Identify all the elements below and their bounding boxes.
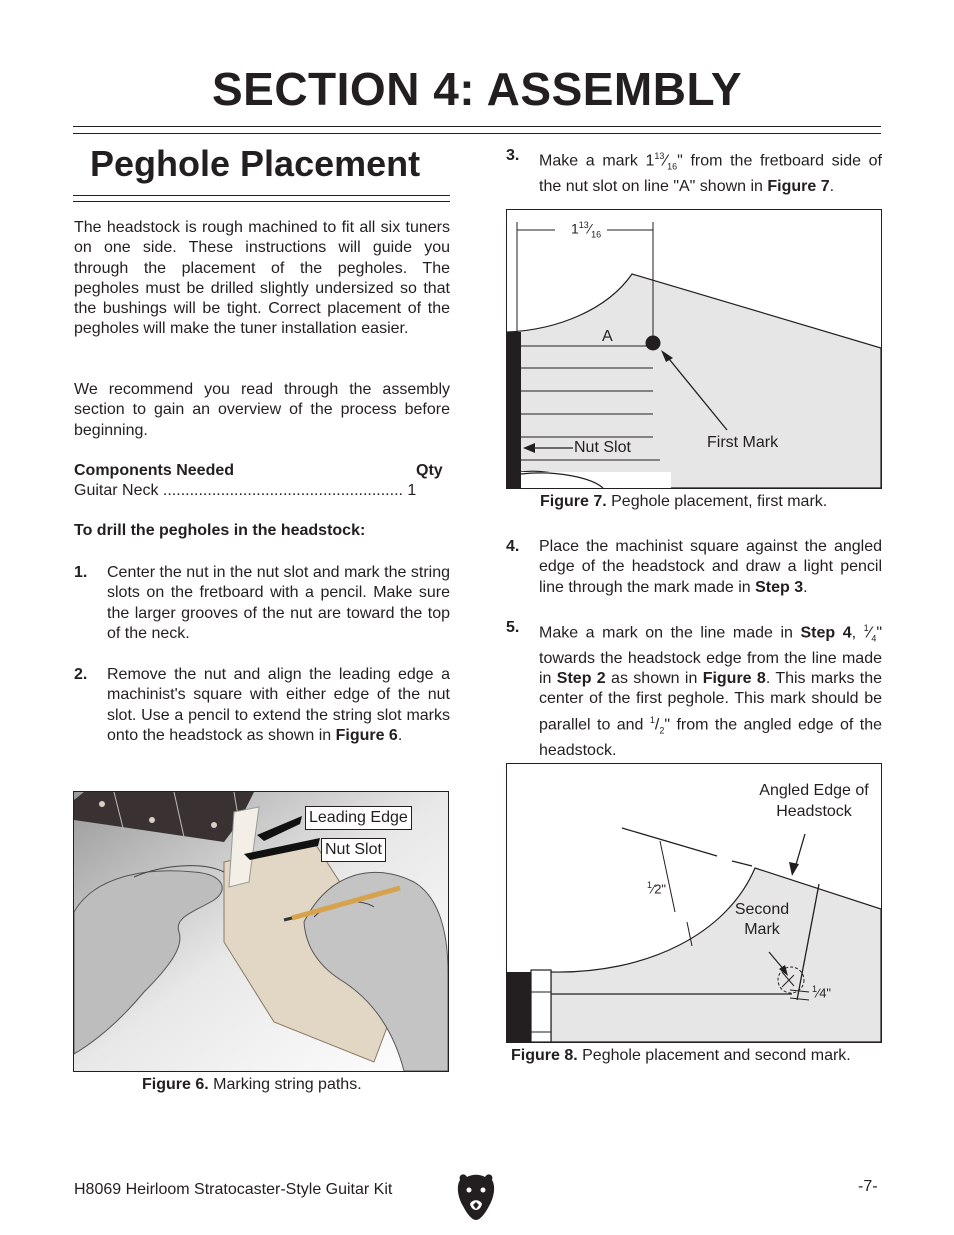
divider xyxy=(73,195,450,196)
step-number: 3. xyxy=(506,147,520,164)
step-text: Make a mark $1^{13}⁄_{16}$" from the fretboard side of the nut slot on line "A" shown in Figure 7. xyxy=(539,151,883,195)
figure-6-photo xyxy=(73,791,449,1072)
divider xyxy=(73,201,450,202)
step-3 xyxy=(506,146,883,195)
step-1 xyxy=(74,563,450,645)
step-ref: Step 3 xyxy=(755,578,804,596)
step-text: Make a mark on the line made in Step 4, $^1⁄_4$" towards the headstock edge from the line made in Step 2 as shown in Figure 8. This marks the center of the first peghole. This mark should be parallel to and $^1/_2$" from the angled edge of the headstock. xyxy=(539,623,883,759)
page-number: -7- xyxy=(858,1178,878,1195)
section-title: SECTION 4: ASSEMBLY xyxy=(211,63,743,115)
intro-paragraph-2: We recommend you read through the assembly section to gain an overview of the process before beginning. xyxy=(74,381,450,439)
components-header-label: Components Needed xyxy=(74,462,235,479)
step-number: 4. xyxy=(506,538,520,555)
components-header-qty: Qty xyxy=(416,462,443,479)
figure-7-caption: Figure 7. Peghole placement, first mark. xyxy=(540,493,828,510)
step-number: 1. xyxy=(74,564,88,581)
headstock-first-mark-diagram xyxy=(507,210,881,488)
step-4 xyxy=(506,537,882,599)
bear-logo-icon xyxy=(456,1172,496,1222)
angled-edge-label: Angled Edge of Headstock xyxy=(759,782,869,820)
drill-heading: To drill the pegholes in the headstock: xyxy=(74,522,366,539)
divider xyxy=(73,126,881,127)
line-a-label: A xyxy=(602,328,613,345)
figure-ref: Figure 7 xyxy=(767,177,830,195)
figure-7-diagram xyxy=(506,209,882,489)
leading-edge-label: Leading Edge xyxy=(305,806,412,830)
first-mark-label: First Mark xyxy=(707,434,779,451)
step-text: Remove the nut and align the leading edge a machinist's square with either edge of the nut slot. Use a pencil to extend the string slot marks onto the headstock as shown in Figure 6. xyxy=(107,666,450,744)
components-item: Guitar Neck ...................................................... 1 xyxy=(74,482,417,499)
intro-paragraph-1: The headstock is rough machined to fit all six tuners on one side. These instructions will guide you through the placement of the pegholes. The pegholes must be drilled slightly undersized so that the bushings will be tight. Correct placement of the pegholes will make the tuner installation easier. xyxy=(74,219,450,338)
marking-hands-illustration xyxy=(74,792,448,1071)
divider xyxy=(73,133,881,134)
step-number: 5. xyxy=(506,619,520,636)
step-text: Place the machinist square against the angled edge of the headstock and draw a light pencil line through the mark made in Step 3. xyxy=(539,538,882,596)
step-2 xyxy=(74,665,450,769)
half-inch-label: $^1$⁄2" xyxy=(647,880,667,897)
quarter-inch-label: $^1$⁄4" xyxy=(812,984,832,1001)
dimension-label: $1^{13}⁄_{16}$ xyxy=(571,220,602,240)
figure-8-diagram xyxy=(506,763,882,1043)
figure-ref: Figure 6 xyxy=(335,726,398,744)
nut-slot-label: Nut Slot xyxy=(574,439,631,456)
step-5 xyxy=(506,618,883,759)
figure-6-caption: Figure 6. Marking string paths. xyxy=(142,1076,362,1093)
step-number: 2. xyxy=(74,666,88,683)
page-heading: Peghole Placement xyxy=(90,143,421,184)
step-text: Center the nut in the nut slot and mark the string slots on the fretboard with a pencil. Make sure the larger grooves of the nut are toward the top of the neck. xyxy=(107,564,450,642)
footer-title: H8069 Heirloom Stratocaster-Style Guitar Kit xyxy=(74,1181,393,1198)
figure-8-caption: Figure 8. Peghole placement and second mark. xyxy=(511,1047,851,1064)
second-mark-label: Second Mark xyxy=(734,901,790,938)
nut-slot-label: Nut Slot xyxy=(321,838,386,862)
